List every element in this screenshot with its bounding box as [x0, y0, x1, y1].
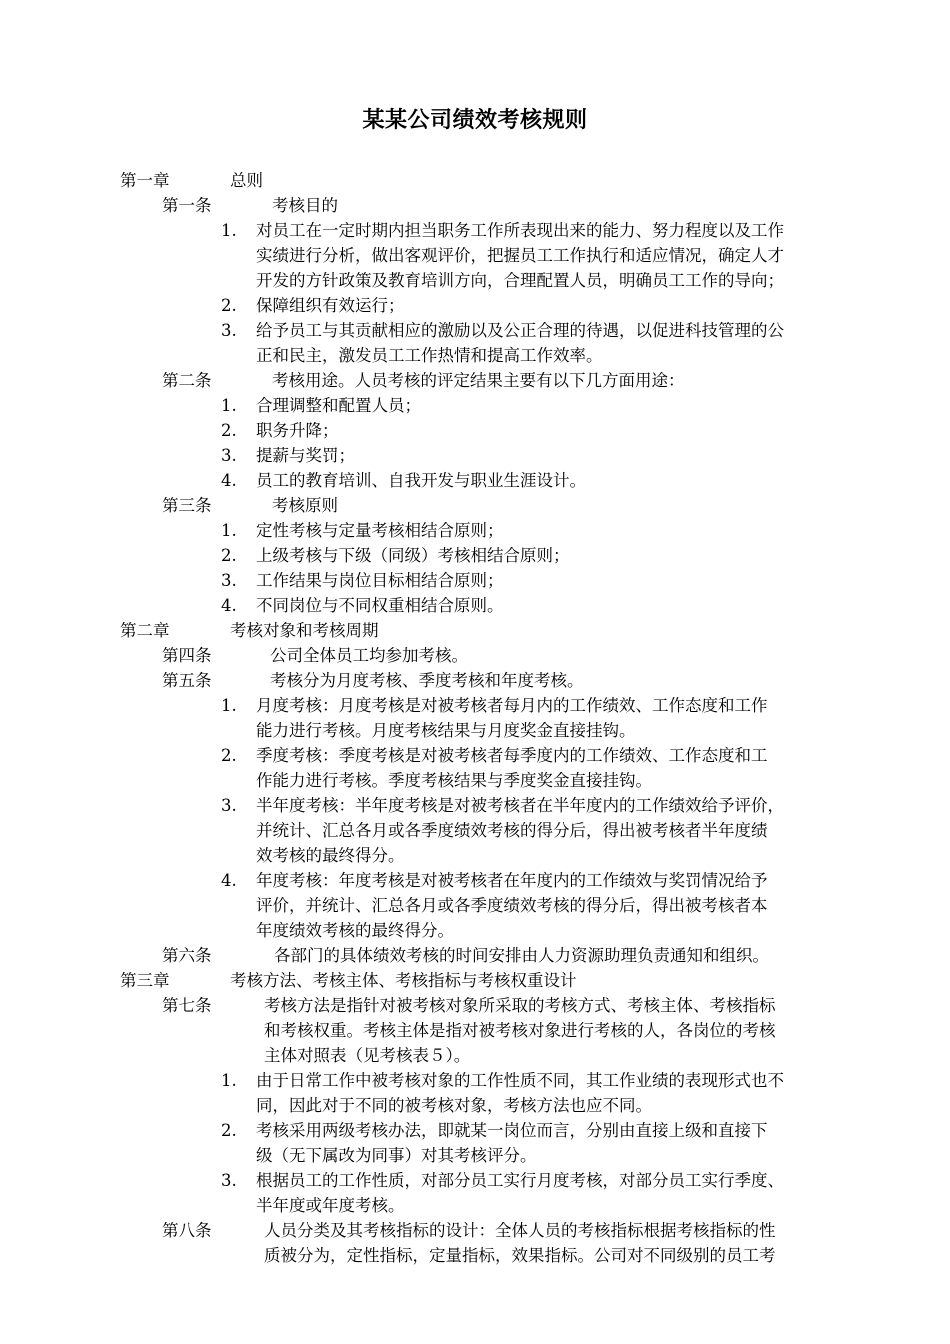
article-number: 第七条 [162, 996, 212, 1015]
list-number: 1. [221, 396, 237, 415]
list-number: 4. [221, 596, 237, 615]
article-4 [0, 643, 950, 668]
article-title: 考核目的 [272, 196, 338, 215]
article-number: 第五条 [162, 671, 212, 690]
list-text: 给予员工与其贡献相应的激励以及公正合理的待遇，以促进科技管理的公 [256, 321, 784, 340]
list-text-continued: 能力进行考核。月度考核结果与月度奖金直接挂钩。 [256, 721, 636, 740]
list-text-continued: 作能力进行考核。季度考核结果与季度奖金直接挂钩。 [256, 771, 652, 790]
chapter-title: 考核方法、考核主体、考核指标与考核权重设计 [230, 971, 577, 990]
list-item [0, 868, 950, 893]
chapter-title: 考核对象和考核周期 [230, 621, 379, 640]
article-text-continued: 和考核权重。考核主体是指对被考核对象进行考核的人，各岗位的考核 [264, 1021, 776, 1040]
list-item [0, 318, 950, 343]
article-title: 考核分为月度考核、季度考核和年度考核。 [270, 671, 584, 690]
article-text: 考核方法是指针对被考核对象所采取的考核方式、考核主体、考核指标 [264, 996, 776, 1015]
list-item [0, 218, 950, 243]
chapter-number: 第一章 [120, 171, 170, 190]
list-item [0, 1168, 950, 1193]
list-item [0, 393, 950, 418]
article-text: 人员分类及其考核指标的设计：全体人员的考核指标根据考核指标的性 [264, 1221, 776, 1240]
list-text-continued: 级（无下属改为同事）对其考核评分。 [256, 1146, 537, 1165]
chapter-title: 总则 [230, 171, 263, 190]
article-title: 公司全体员工均参加考核。 [270, 646, 468, 665]
article-number: 第一条 [162, 196, 212, 215]
list-item [0, 743, 950, 768]
list-number: 2. [221, 546, 237, 565]
document-title: 某某公司绩效考核规则 [362, 107, 588, 133]
article-number: 第六条 [162, 946, 212, 965]
list-item [0, 293, 950, 318]
chapter-1 [0, 168, 950, 193]
list-text: 由于日常工作中被考核对象的工作性质不同，其工作业绩的表现形式也不 [256, 1071, 784, 1090]
list-text-continued: 半年度或年度考核。 [256, 1196, 405, 1215]
article-title: 考核用途。人员考核的评定结果主要有以下几方面用途： [272, 371, 685, 390]
list-number: 3. [221, 321, 237, 340]
list-number: 1. [221, 1071, 237, 1090]
list-number: 3. [221, 1171, 237, 1190]
list-text: 季度考核：季度考核是对被考核者每季度内的工作绩效、工作态度和工 [256, 746, 768, 765]
list-text-continued: 正和民主，激发员工工作热情和提高工作效率。 [256, 346, 603, 365]
list-item [0, 418, 950, 443]
list-item [0, 468, 950, 493]
list-text: 提薪与奖罚； [256, 446, 355, 465]
article-number: 第二条 [162, 371, 212, 390]
list-text: 保障组织有效运行； [256, 296, 405, 315]
list-item [0, 568, 950, 593]
article-number: 第三条 [162, 496, 212, 515]
list-text: 员工的教育培训、自我开发与职业生涯设计。 [256, 471, 586, 490]
list-item [0, 1068, 950, 1093]
list-text: 工作结果与岗位目标相结合原则； [256, 571, 504, 590]
list-item [0, 543, 950, 568]
list-item [0, 693, 950, 718]
list-text: 年度考核：年度考核是对被考核者在年度内的工作绩效与奖罚情况给予 [256, 871, 768, 890]
article-6 [0, 943, 950, 968]
list-item [0, 1118, 950, 1143]
list-text: 对员工在一定时期内担当职务工作所表现出来的能力、努力程度以及工作 [256, 221, 784, 240]
list-number: 3. [221, 796, 237, 815]
list-text-continued: 开发的方针政策及教育培训方向，合理配置人员，明确员工工作的导向； [256, 271, 784, 290]
list-text: 上级考核与下级（同级）考核相结合原则； [256, 546, 570, 565]
list-text: 职务升降； [256, 421, 339, 440]
article-title: 各部门的具体绩效考核的时间安排由人力资源助理负责通知和组织。 [274, 946, 769, 965]
article-5 [0, 668, 950, 693]
list-text-continued: 年度绩效考核的最终得分。 [256, 921, 454, 940]
list-number: 4. [221, 871, 237, 890]
list-item [0, 793, 950, 818]
list-item [0, 593, 950, 618]
list-number: 3. [221, 446, 237, 465]
list-text: 根据员工的工作性质，对部分员工实行月度考核，对部分员工实行季度、 [256, 1171, 784, 1190]
list-number: 2. [221, 296, 237, 315]
list-text: 月度考核：月度考核是对被考核者每月内的工作绩效、工作态度和工作 [256, 696, 768, 715]
list-number: 2. [221, 1121, 237, 1140]
article-number: 第八条 [162, 1221, 212, 1240]
list-number: 1. [221, 521, 237, 540]
chapter-number: 第三章 [120, 971, 170, 990]
list-number: 3. [221, 571, 237, 590]
list-text: 半年度考核：半年度考核是对被考核者在半年度内的工作绩效给予评价， [256, 796, 784, 815]
article-1 [0, 193, 950, 218]
list-text: 定性考核与定量考核相结合原则； [256, 521, 504, 540]
article-8 [0, 1218, 950, 1243]
list-text: 考核采用两级考核办法，即就某一岗位而言，分别由直接上级和直接下 [256, 1121, 768, 1140]
list-text-continued: 并统计、汇总各月或各季度绩效考核的得分后，得出被考核者半年度绩 [256, 821, 768, 840]
article-number: 第四条 [162, 646, 212, 665]
article-2 [0, 368, 950, 393]
list-number: 2. [221, 421, 237, 440]
list-text-continued: 同，因此对于不同的被考核对象，考核方法也应不同。 [256, 1096, 652, 1115]
list-item [0, 518, 950, 543]
list-number: 1. [221, 696, 237, 715]
article-text-continued: 主体对照表（见考核表５）。 [264, 1046, 471, 1065]
list-number: 4. [221, 471, 237, 490]
chapter-3 [0, 968, 950, 993]
article-text-continued: 质被分为，定性指标，定量指标，效果指标。公司对不同级别的员工考 [264, 1246, 776, 1265]
list-number: 2. [221, 746, 237, 765]
chapter-2 [0, 618, 950, 643]
list-text: 不同岗位与不同权重相结合原则。 [256, 596, 504, 615]
list-text-continued: 实绩进行分析，做出客观评价，把握员工工作执行和适应情况，确定人才 [256, 246, 784, 265]
list-item [0, 443, 950, 468]
chapter-number: 第二章 [120, 621, 170, 640]
list-number: 1. [221, 221, 237, 240]
article-title: 考核原则 [272, 496, 338, 515]
article-7 [0, 993, 950, 1018]
list-text: 合理调整和配置人员； [256, 396, 421, 415]
list-text-continued: 评价，并统计、汇总各月或各季度绩效考核的得分后，得出被考核者本 [256, 896, 768, 915]
article-3 [0, 493, 950, 518]
list-text-continued: 效考核的最终得分。 [256, 846, 405, 865]
